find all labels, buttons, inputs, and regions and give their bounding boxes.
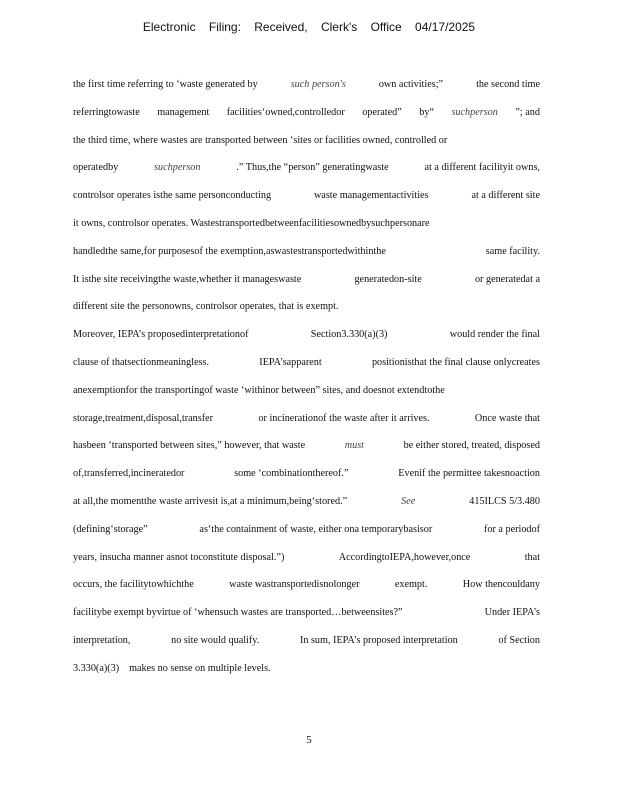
text-segment: management — [157, 106, 210, 118]
text-segment: waste wastransportedisnolonger — [229, 579, 360, 591]
text-segment: no site would qualify. — [171, 634, 260, 646]
text-segment: own activities;” — [378, 79, 444, 90]
text-segment: of,transferred,incineratedor — [73, 468, 185, 480]
italic-text-segment: suchperson — [154, 162, 201, 174]
text-segment: at all,the momentthe waste arrivesit is,at a minimum,being‘stored.” — [73, 495, 348, 507]
text-line — [73, 627, 540, 655]
text-segment: the second time — [476, 79, 540, 90]
text-line — [73, 238, 540, 266]
text-segment: occurs, the facilitytowhichthe — [73, 579, 194, 591]
text-line — [73, 266, 540, 294]
filing-header: Electronic Filing: Received, Clerk's Office 04/17/2025 — [142, 20, 476, 34]
italic-text-segment: See — [401, 495, 416, 507]
text-line — [73, 655, 540, 683]
text-line — [73, 544, 540, 572]
text-line — [73, 210, 540, 238]
text-line — [73, 99, 540, 127]
text-segment: or incinerationof the waste after it arrives. — [258, 412, 430, 424]
text-segment: operated” — [362, 106, 402, 118]
page-number: 5 — [306, 734, 312, 746]
text-segment: 3.330(a)(3) — [73, 662, 120, 674]
text-segment: would render the final — [449, 329, 540, 341]
text-line — [73, 127, 540, 155]
text-line — [73, 349, 540, 377]
text-line — [73, 516, 540, 544]
text-line — [73, 71, 540, 99]
text-segment: Under IEPA’s — [484, 607, 540, 619]
text-segment: .” Thus,the “person” generatingwaste — [236, 162, 389, 174]
text-segment: the first time referring to ‘waste generated by — [73, 79, 258, 90]
text-segment: clause of thatsectionmeaningless. — [73, 356, 210, 368]
italic-text-segment: suchperson — [451, 106, 498, 118]
text-line — [73, 405, 540, 433]
text-line — [73, 182, 540, 210]
text-segment: storage,treatment,disposal,transfer — [73, 412, 214, 424]
text-segment: ”; and — [515, 106, 540, 118]
text-segment: anexemptionfor the transportingof waste ‘withinor between” sites, and doesnot extendtothe — [73, 384, 445, 396]
text-segment: that — [524, 551, 540, 563]
text-segment: Once waste that — [474, 412, 540, 424]
text-segment: How thencouldany — [462, 579, 540, 591]
body-text — [73, 71, 540, 683]
text-segment: referringtowaste — [73, 106, 140, 118]
text-line — [73, 488, 540, 516]
text-segment: same facility. — [485, 245, 540, 257]
text-segment: facilities‘owned,controlledor — [226, 106, 345, 118]
italic-text-segment: such person's — [290, 79, 346, 90]
text-segment: or generatedat a — [474, 273, 540, 285]
text-segment: positionisthat the final clause onlycreates — [371, 356, 540, 368]
text-segment: (defining‘storage” — [73, 523, 148, 535]
text-segment: of Section — [498, 634, 540, 646]
text-segment: by“ — [419, 106, 434, 118]
text-segment: for a periodof — [483, 523, 540, 535]
text-segment: In sum, IEPA’s proposed interpretation — [299, 634, 458, 646]
text-line — [73, 321, 540, 349]
text-line — [73, 571, 540, 599]
text-line — [73, 599, 540, 627]
text-segment: facilitybe exempt byvirtue of ‘whensuch wastes are transported…betweensites?” — [73, 607, 403, 619]
text-segment: Moreover, IEPA’s proposedinterpretationof — [73, 329, 249, 341]
italic-text-segment: must — [344, 440, 364, 452]
text-segment: generatedon-site — [354, 273, 422, 285]
text-segment: the third time, where wastes are transported between ‘sites or facilities owned, controlled or — [73, 134, 448, 146]
text-segment: hasbeen ‘transported between sites,” however, that waste — [73, 440, 306, 452]
text-line — [73, 154, 540, 182]
text-segment: it owns, controlsor operates. Wastestransportedbetweenfacilitiesownedbysuchpersonare — [73, 217, 430, 229]
text-line — [73, 432, 540, 460]
text-segment: exempt. — [394, 579, 428, 591]
text-segment: IEPA’sapparent — [259, 356, 322, 368]
text-segment: controlsor operates isthe same personconducting — [73, 190, 272, 202]
text-line — [73, 377, 540, 405]
text-line — [73, 460, 540, 488]
text-segment: interpretation, — [73, 634, 131, 646]
text-line — [73, 293, 540, 321]
text-segment: some ‘combinationthereof.” — [234, 468, 349, 480]
text-segment: operatedby — [73, 162, 119, 174]
text-segment: be either stored, treated, disposed — [403, 440, 540, 452]
text-segment: Section3.330(a)(3) — [310, 329, 388, 341]
text-segment: years, insucha manner asnot toconstitute disposal.”) — [73, 551, 285, 563]
text-segment: as‘the containment of waste, either ona temporarybasisor — [199, 523, 433, 535]
text-segment: makes no sense on multiple levels. — [129, 662, 271, 674]
text-segment: AccordingtoIEPA,however,once — [338, 551, 471, 563]
text-segment: Evenif the permittee takesnoaction — [398, 468, 540, 480]
text-segment: 415ILCS 5/3.480 — [469, 495, 540, 507]
text-segment: It isthe site receivingthe waste,whether it manageswaste — [73, 273, 302, 285]
text-segment: at a different facilityit owns, — [424, 162, 540, 174]
text-segment: handledthe same,for purposesof the exemption,aswastestransportedwithinthe — [73, 245, 386, 257]
text-segment: waste managementactivities — [313, 190, 429, 202]
text-segment: different site the personowns, controlsor operates, that is exempt. — [73, 301, 339, 313]
text-segment: at a different site — [471, 190, 540, 202]
